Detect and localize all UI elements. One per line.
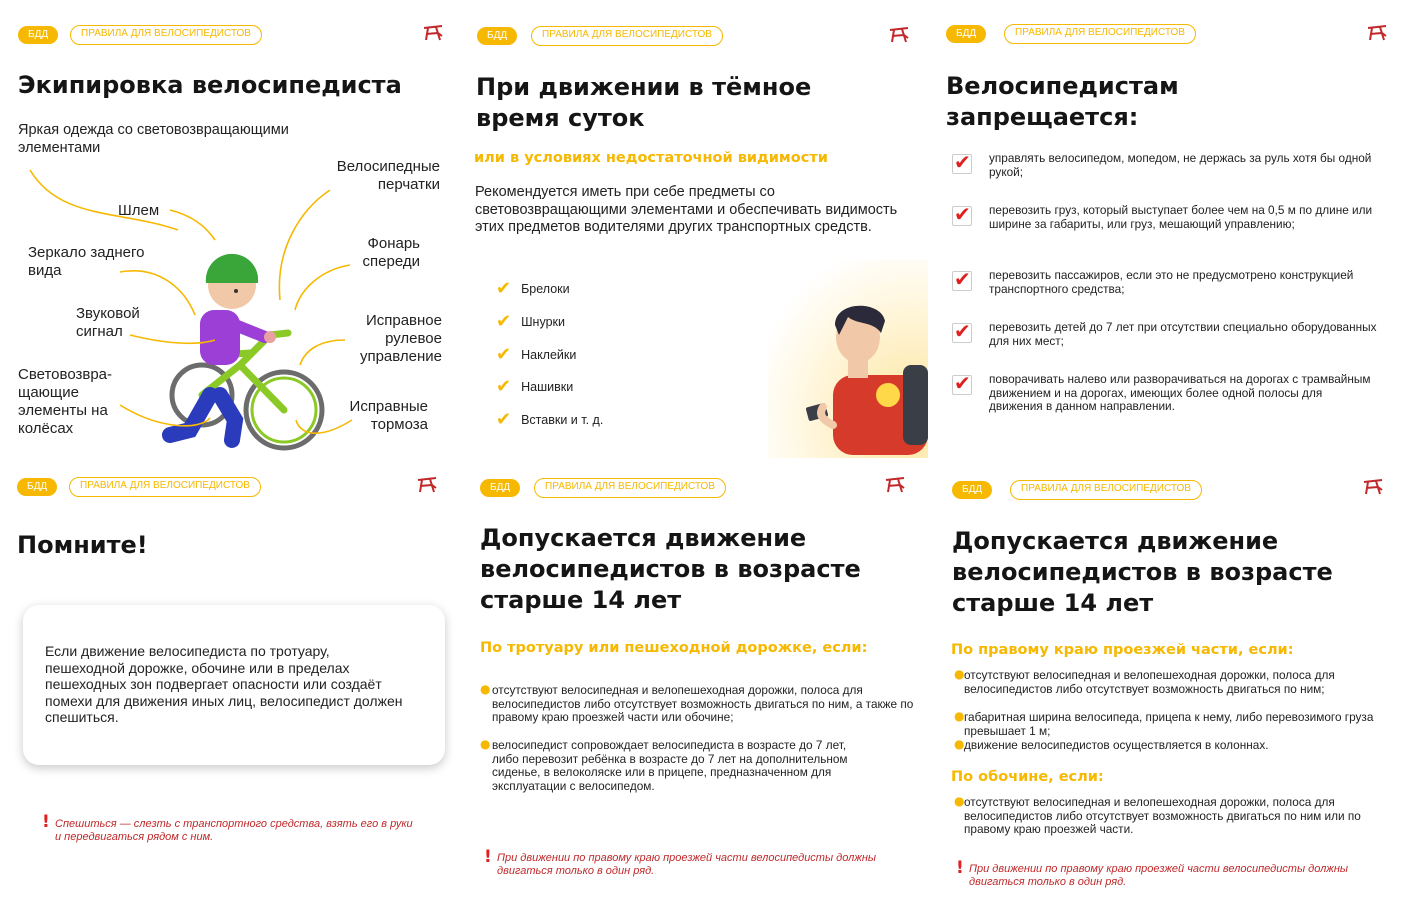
check-icon: ✔: [954, 202, 971, 226]
bullet-icon: ●: [954, 667, 965, 681]
list-item: ✔ Вставки и т. д.: [496, 409, 604, 430]
bullet-icon: ●: [480, 737, 491, 751]
card-roadside: [942, 462, 1402, 910]
list-item: отсутствуют велосипедная и велопешеходная дорожки, полоса для велосипедистов либо отсутствует возможность двигаться по ним или по правому краю проезжей части.: [964, 795, 1361, 837]
label-reflectors: Световозвра-щающие элементы на колёсах: [18, 366, 113, 437]
check-icon: ✔: [954, 267, 971, 291]
list-item: ✔ Шнурки: [496, 311, 565, 332]
logo-icon: [1362, 478, 1384, 498]
logo-icon: [884, 476, 906, 496]
label-mirror: Зеркало заднего вида: [28, 244, 145, 279]
list-item: отсутствуют велосипедная и велопешеходная дорожки, полоса для велосипедистов либо отсутствует возможность двигаться по ним;: [964, 668, 1335, 696]
label-steering: Исправное рулевое управление: [359, 312, 442, 365]
exclamation-icon: !: [484, 847, 492, 867]
check-icon: ✔: [954, 319, 971, 343]
check-icon: ✔: [954, 371, 971, 395]
subtitle: или в условиях недостаточной видимости: [474, 150, 828, 166]
list-item: отсутствуют велосипедная и велопешеходная дорожки, полоса для велосипедистов либо отсутствует возможность двигаться по ним, а также по правому краю проезжей части или обочине;: [492, 683, 914, 725]
page-title: Велосипедистам запрещается:: [946, 72, 1179, 131]
rules-badge: ПРАВИЛА ДЛЯ ВЕЛОСИПЕДИСТОВ: [531, 26, 723, 46]
tag-badge: БДД: [18, 26, 58, 44]
page-title: Допускается движение велосипедистов в возрасте старше 14 лет: [952, 527, 1333, 617]
page-title: Допускается движение велосипедистов в возрасте старше 14 лет: [480, 524, 861, 614]
tag-badge: БДД: [952, 481, 992, 499]
label-brakes: Исправные тормоза: [349, 398, 428, 433]
footnote: При движении по правому краю проезжей части велосипедисты должны двигаться только в один ряд.: [497, 852, 877, 877]
tag-badge: БДД: [477, 27, 517, 45]
logo-icon: [888, 26, 910, 46]
page-title: Экипировка велосипедиста: [18, 71, 402, 99]
subtitle: По правому краю проезжей части, если:: [951, 642, 1294, 658]
page-title: При движении в тёмное время суток: [476, 73, 812, 132]
rule-box: [23, 605, 445, 765]
tag-badge: БДД: [17, 478, 57, 496]
check-icon: ✔: [496, 376, 512, 397]
check-icon: ✔: [496, 344, 512, 365]
card-sidewalk: [468, 462, 928, 910]
logo-icon: [1366, 24, 1388, 44]
footnote: Спешиться — слезть с транспортного средства, взять его в руки и передвигаться рядом с ним.: [55, 818, 413, 843]
card-prohibited: БДД ПРАВИЛА ДЛЯ ВЕЛОСИПЕДИСТОВ Велосипедистам запрещается: ✔ управлять велосипедом, мопедом, не держась за руль хотя бы одной рукой; ✔ перевозить груз, который выступает более чем на 0,5 м по длине или ширине за габариты, или груз, мешающий управлению; ✔ перевозить пассажиров, если это не предусмотрено конструкцией транспортного средства; ✔ перевозить детей до 7 лет при отсутствии специально оборудованных для них мест; ✔ поворачивать налево или разворачиваться на дорогах с трамвайным движением и на дорогах, имеющих более одной полосы для движения в данном направлении.: [942, 10, 1402, 458]
man-with-phone-illustration: [803, 295, 928, 455]
rules-badge: ПРАВИЛА ДЛЯ ВЕЛОСИПЕДИСТОВ: [70, 25, 262, 45]
rules-badge: ПРАВИЛА ДЛЯ ВЕЛОСИПЕДИСТОВ: [69, 477, 261, 497]
rule-text: Если движение велосипедиста по тротуару, пешеходной дорожке, обочине или в пределах пешеходных зон подвергает опасности или создаёт помехи для движения иных лиц, велосипедист должен спешиться.: [45, 643, 403, 725]
page-title: Помните!: [17, 531, 148, 559]
logo-icon: [416, 476, 438, 496]
card-dark-time: [468, 10, 928, 458]
recommendation-text: Рекомендуется иметь при себе предметы со световозвращающими элементами и обеспечивать видимость этих предметов водителями других транспортных средств.: [475, 184, 898, 235]
rules-badge: ПРАВИЛА ДЛЯ ВЕЛОСИПЕДИСТОВ: [1004, 24, 1196, 44]
rules-badge: ПРАВИЛА ДЛЯ ВЕЛОСИПЕДИСТОВ: [534, 478, 726, 498]
label-horn: Звуковой сигнал: [76, 305, 140, 340]
exclamation-icon: !: [956, 858, 964, 878]
card-equipment: [0, 10, 460, 458]
list-item: велосипедист сопровождает велосипедиста в возрасте до 7 лет, либо перевозит ребёнка в возрасте до 7 лет на дополнительном сиденье, в велоколяске или в прицепе, предназначенном для эксплуатации с велосипедом.: [492, 738, 848, 793]
subtitle: По обочине, если:: [951, 769, 1104, 785]
bullet-icon: ●: [480, 682, 491, 696]
subtitle: По тротуару или пешеходной дорожке, если:: [480, 640, 868, 656]
list-item: ✔ Брелоки: [496, 278, 570, 299]
bullet-icon: ●: [954, 737, 965, 751]
check-icon: ✔: [954, 150, 971, 174]
label-headlight: Фонарь спереди: [362, 235, 420, 270]
label-helmet: Шлем: [118, 202, 160, 219]
pointer-arrows: [0, 10, 460, 458]
intro-text: Яркая одежда со световозвращающими элементами: [18, 122, 289, 156]
footnote: При движении по правому краю проезжей части велосипедисты должны двигаться только в один ряд.: [969, 863, 1349, 888]
tag-badge: БДД: [946, 25, 986, 43]
label-gloves: Велосипедные перчатки: [336, 158, 440, 193]
card-remember: [0, 462, 460, 910]
list-item: движение велосипедистов осуществляется в колоннах.: [964, 738, 1269, 752]
bullet-icon: ●: [954, 794, 965, 808]
rules-badge: ПРАВИЛА ДЛЯ ВЕЛОСИПЕДИСТОВ: [1010, 480, 1202, 500]
list-item: ✔ Наклейки: [496, 344, 577, 365]
check-icon: ✔: [496, 409, 512, 430]
bullet-icon: ●: [954, 709, 965, 723]
list-item: габаритная ширина велосипеда, прицепа к нему, либо перевозимого груза превышает 1 м;: [964, 710, 1374, 738]
list-item: ✔ Нашивки: [496, 376, 574, 397]
exclamation-icon: !: [42, 812, 50, 832]
check-icon: ✔: [496, 311, 512, 332]
check-icon: ✔: [496, 278, 512, 299]
tag-badge: БДД: [480, 479, 520, 497]
